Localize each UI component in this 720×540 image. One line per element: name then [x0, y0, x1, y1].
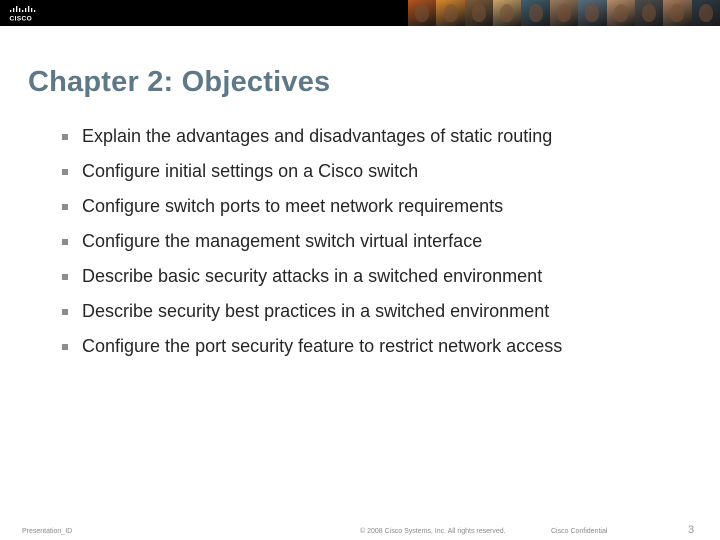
bullet-square-icon — [62, 134, 68, 140]
header-photo-tile — [550, 0, 578, 26]
header-photo-tile — [663, 0, 691, 26]
objective-text: Describe basic security attacks in a switched environment — [82, 266, 543, 286]
objective-text: Describe security best practices in a switched environment — [82, 301, 550, 321]
bullet-square-icon — [62, 344, 68, 350]
objectives-list — [62, 119, 562, 364]
header-photo-tile — [578, 0, 606, 26]
header-bar — [0, 0, 720, 26]
photo-strip — [408, 0, 720, 26]
person-photo-icon — [472, 4, 486, 22]
logo-text: CISCO — [9, 15, 33, 22]
bullet-square-icon — [62, 239, 68, 245]
footer-presentation-id: Presentation_ID — [22, 528, 73, 535]
objective-item — [62, 154, 562, 189]
person-photo-icon — [444, 4, 458, 22]
header-photo-tile — [465, 0, 493, 26]
person-photo-icon — [500, 4, 514, 22]
objective-item — [62, 119, 562, 154]
objective-text: Configure initial settings on a Cisco switch — [82, 161, 419, 181]
slide-title: Chapter 2: Objectives — [28, 66, 331, 98]
objective-text: Configure switch ports to meet network requirements — [82, 196, 504, 216]
objective-item — [62, 329, 562, 364]
header-photo-tile — [692, 0, 720, 26]
header-photo-tile — [635, 0, 663, 26]
person-photo-icon — [415, 4, 429, 22]
person-photo-icon — [699, 4, 713, 22]
person-photo-icon — [557, 4, 571, 22]
footer-copyright: © 2008 Cisco Systems, Inc. All rights reserved. — [360, 528, 506, 535]
person-photo-icon — [585, 4, 599, 22]
objective-item — [62, 224, 562, 259]
person-photo-icon — [529, 4, 543, 22]
bullet-square-icon — [62, 274, 68, 280]
objective-item — [62, 294, 562, 329]
objective-text: Configure the management switch virtual interface — [82, 231, 483, 251]
header-photo-tile — [521, 0, 549, 26]
cisco-logo — [9, 5, 41, 22]
header-photo-tile — [493, 0, 521, 26]
bullet-square-icon — [62, 309, 68, 315]
header-photo-tile — [408, 0, 436, 26]
header-photo-tile — [436, 0, 464, 26]
person-photo-icon — [614, 4, 628, 22]
footer-confidential: Cisco Confidential — [551, 528, 608, 535]
page-number: 3 — [688, 524, 695, 536]
header-photo-tile — [607, 0, 635, 26]
objective-item — [62, 189, 562, 224]
bullet-square-icon — [62, 204, 68, 210]
objective-text: Explain the advantages and disadvantages of static routing — [82, 126, 553, 146]
objective-item — [62, 259, 562, 294]
person-photo-icon — [642, 4, 656, 22]
person-photo-icon — [670, 4, 684, 22]
objective-text: Configure the port security feature to restrict network access — [82, 336, 563, 356]
bullet-square-icon — [62, 169, 68, 175]
